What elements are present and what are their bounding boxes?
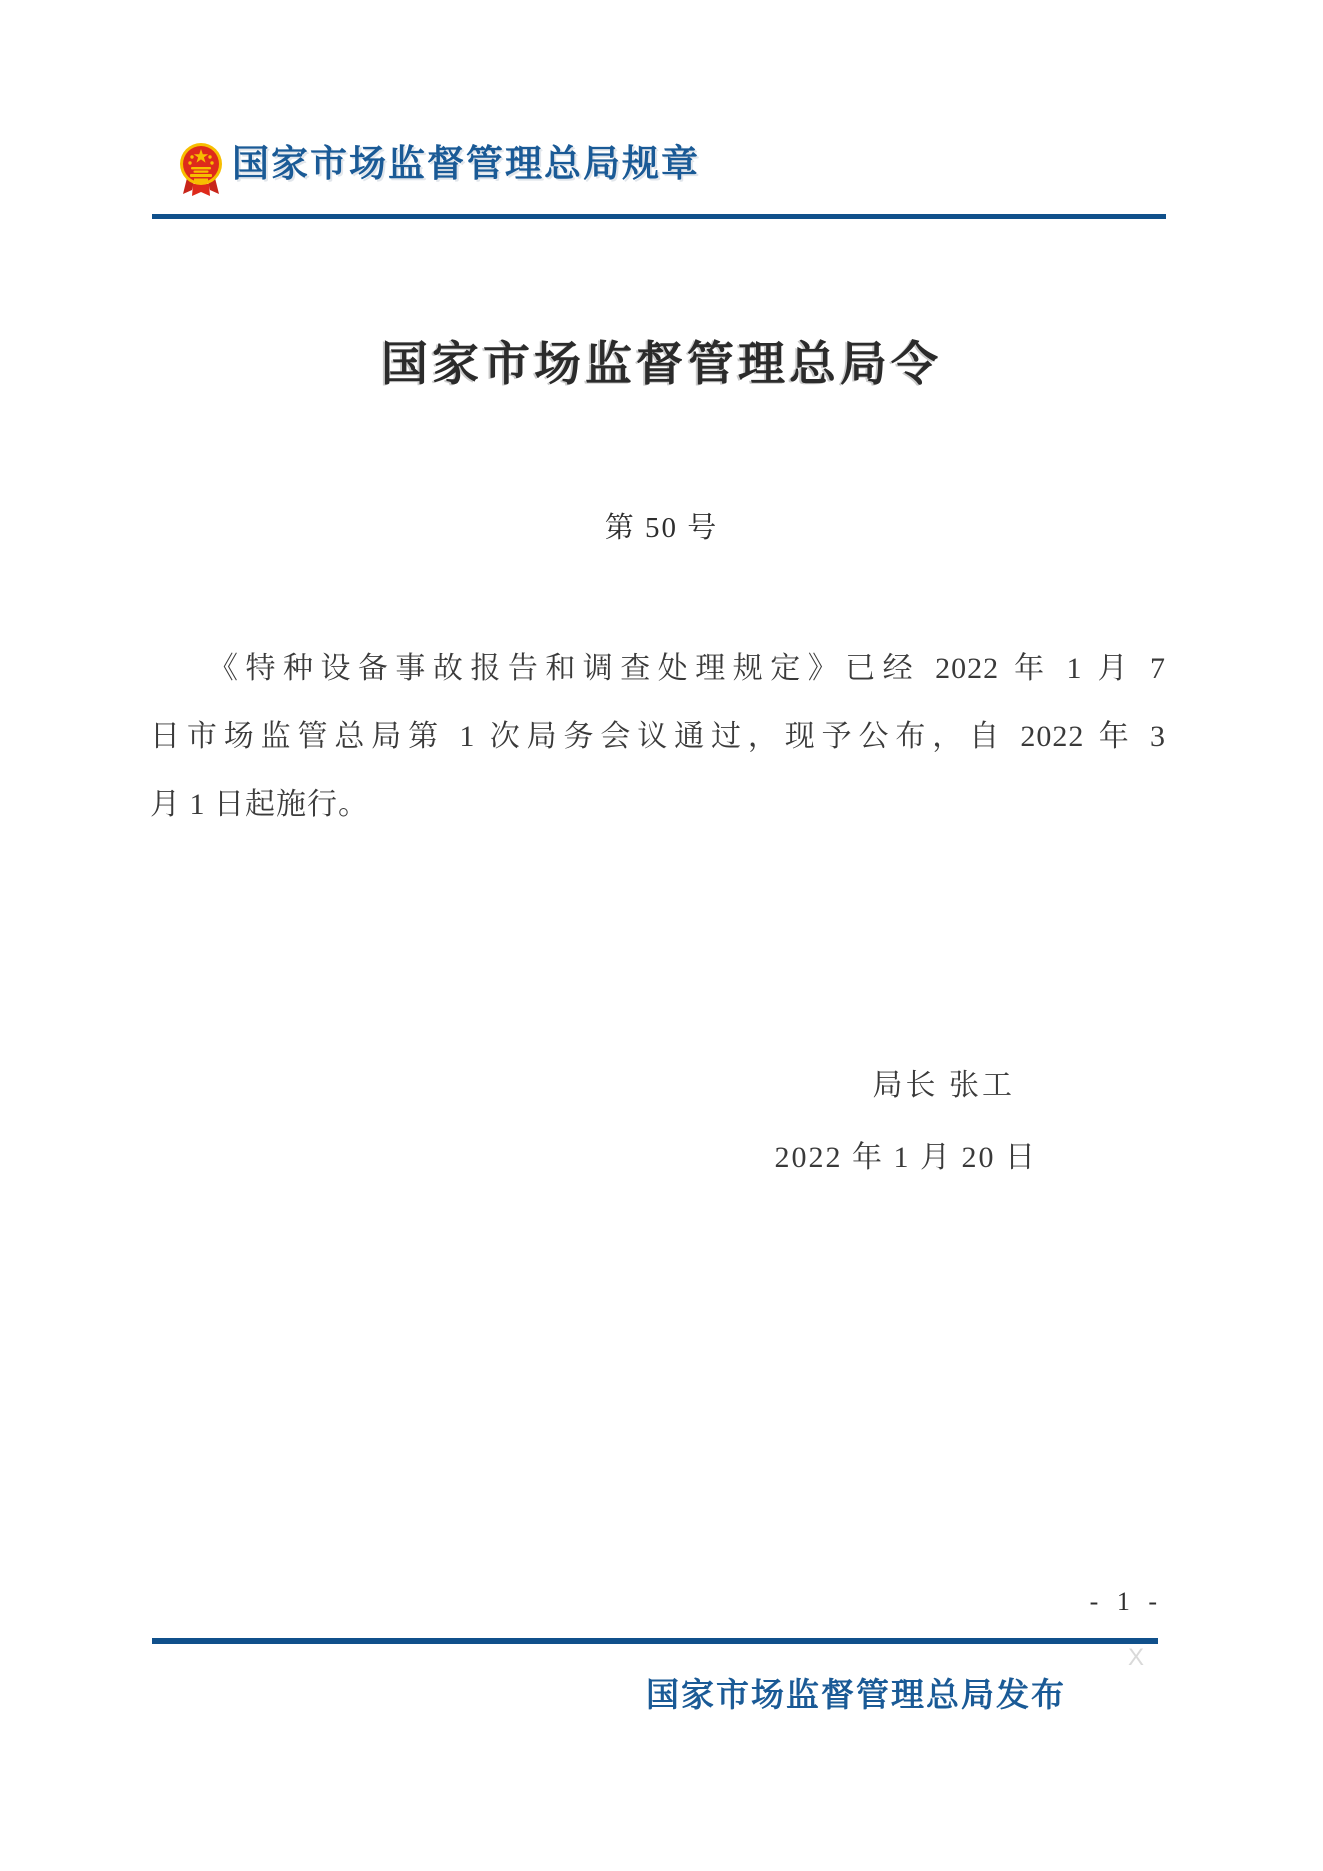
china-national-emblem-icon [178,140,224,198]
document-title: 国家市场监督管理总局令 [381,339,942,391]
page-number: - 1 - [1089,1587,1163,1616]
body-line: 《特种设备事故报告和调查处理规定》已经 2022 年 1 月 7 [208,652,1166,685]
footer-rule [152,1638,1158,1644]
signature-date: 2022 年 1 月 20 日 [774,1141,1037,1174]
header-title: 国家市场监督管理总局规章 [232,144,700,185]
issue-number: 第 50 号 [604,512,719,544]
header-rule [152,214,1166,219]
body-paragraph [150,635,1166,839]
publisher-line: 国家市场监督管理总局发布 [646,1678,1066,1714]
signature-line: 局长 张工 [872,1069,1015,1102]
body-line: 月 1 日起施行。 [150,788,369,821]
body-line: 日市场监管总局第 1 次局务会议通过，现予公布，自 2022 年 3 [150,720,1166,753]
footer-artifact-mark: X [1128,1644,1145,1671]
